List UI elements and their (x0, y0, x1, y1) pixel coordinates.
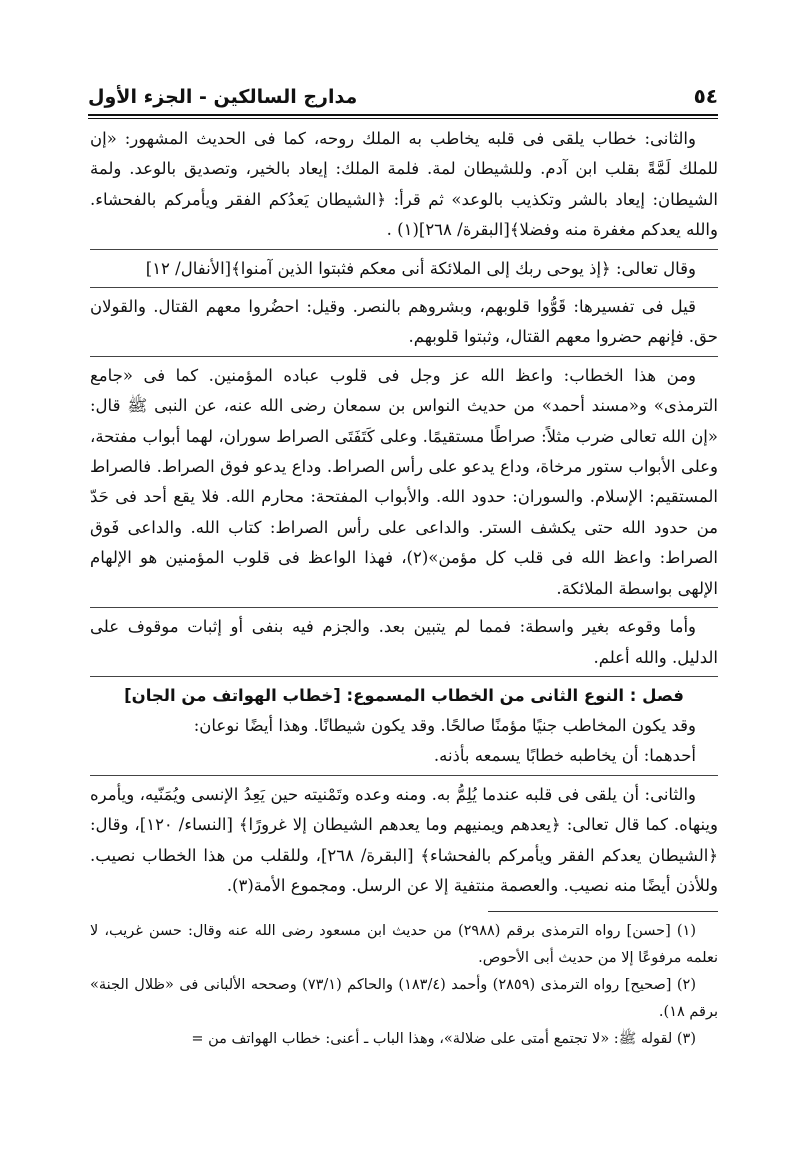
paragraph-separator (90, 287, 718, 288)
footnote-3: (٣) لقوله ﷺ: «لا تجتمع أمتى على ضلالة»، وهذا الباب ـ أعنى: خطاب الهواتف من = (191, 1031, 696, 1048)
page-number: ٥٤ (693, 84, 718, 108)
paragraph-jinn-speaker: وقد يكون المخاطب جنيًا مؤمنًا صالحًا. وقد يكون شيطانًا. وهذا أيضًا نوعان: (193, 715, 696, 735)
paragraph-tafsir: قيل فى تفسيرها: قَوُّوا قلوبهم، وبشروهم بالنصر. وقيل: احضُروا معهم القتال. والقولان حق. فإنهم حضروا معهم القتال، وثبتوا قلوبهم. (90, 297, 718, 347)
paragraph-anfal-verse: وقال تعالى: ﴿إذ يوحى ربك إلى الملائكة أنى معكم فثبتوا الذين آمنوا﴾[الأنفال/ ١٢] (145, 258, 696, 278)
footnote-rule (488, 911, 718, 912)
paragraph-divine-admonisher: ومن هذا الخطاب: واعظ الله عز وجل فى قلوب عباده المؤمنين. كما فى «جامع الترمذى» و«مسند أحمد» من حديث النواس بن سمعان رضى الله عنه، عن النبى ﷺ قال: «إن الله تعالى ضرب مثلاً: صراطًا مستقيمًا. وعلى كَتَفَتَى الصراط سوران، لهما أبواب مفتحة، وعلى الأبواب ستور مرخاة، وداع يدعو على رأس الصراط. وداع يدعو فوق الصراط. فالصراط المستقيم: الإسلام. والسوران: حدود الله. والأبواب المفتحة: محارم الله. فلا يقع أحد فى حَدّ من حدود الله حتى يكشف الستر. والداعى على رأس الصراط: كتاب الله. والداعى فَوق الصراط: واعظ الله فى قلب كل مؤمن»(٢)، فهذا الواعظ فى قلوب المؤمنين هو الإلهام الإلهى بواسطة الملائكة. (90, 365, 718, 598)
paragraph-separator (90, 249, 718, 250)
page-body (90, 124, 718, 1053)
paragraph-angel-inspiration: والثانى: خطاب يلقى فى قلبه يخاطب به الملك روحه، كما فى الحديث المشهور: «إن للملك لَمَّةً بقلب ابن آدم. وللشيطان لمة. فلمة الملك: إيعاد بالخير، وتصديق بالوعد. ولمة الشيطان: إيعاد بالشر وتكذيب بالوعد» ثم قرأ: ﴿الشيطان يَعدُكم الفقر ويأمركم بالفحشاء. والله يعدكم مغفرة منه وفضلا﴾[البقرة/ ٢٦٨](١) . (90, 129, 718, 240)
paragraph-without-intermediary: وأما وقوعه بغير واسطة: فمما لم يتبين بعد. والجزم فيه بنفى أو إثبات موقوف على الدليل. والله أعلم. (90, 617, 718, 667)
section-heading: فصل : النوع الثانى من الخطاب المسموع: [خطاب الهواتف من الجان] (124, 685, 684, 705)
header-rule-thin (88, 118, 718, 119)
footnote-2: (٢) [صحيح] رواه الترمذى (٢٨٥٩) وأحمد (١٨٣/٤) والحاكم (٧٣/١) وصححه الألبانى فى «ظلال الجنة» برقم ١٨). (90, 977, 718, 1021)
footnote-1: (١) [حسن] رواه الترمذى برقم (٢٩٨٨) من حديث ابن مسعود رضى الله عنه وقال: حسن غريب، لا نعلمه مرفوعًا إلا من حديث أبى الأحوص. (90, 923, 718, 967)
paragraph-separator (90, 607, 718, 608)
header-rule (88, 114, 718, 116)
running-header (88, 78, 718, 108)
book-title: مدارج السالكين - الجزء الأول (88, 86, 358, 108)
paragraph-separator (90, 775, 718, 776)
paragraph-separator (90, 676, 718, 677)
paragraph-separator (90, 356, 718, 357)
paragraph-first-type: أحدهما: أن يخاطبه خطابًا يسمعه بأذنه. (433, 746, 696, 766)
paragraph-second-type: والثانى: أن يلقى فى قلبه عندما يُلِمُّ به. ومنه وعده وتَمْنيته حين يَعِدُ الإنسى ويُمَنّيه، ويأمره وينهاه. كما قال تعالى: ﴿يعدهم ويمنيهم وما يعدهم الشيطان إلا غرورًا﴾ [النساء/ ١٢٠]، وقال: ﴿الشيطان يعدكم الفقر ويأمركم بالفحشاء﴾ [البقرة/ ٢٦٨]، وللقلب من هذا الخطاب نصيب. وللأذن أيضًا منه نصيب. والعصمة منتفية إلا عن الرسل. ومجموع الأمة(٣). (90, 784, 718, 895)
